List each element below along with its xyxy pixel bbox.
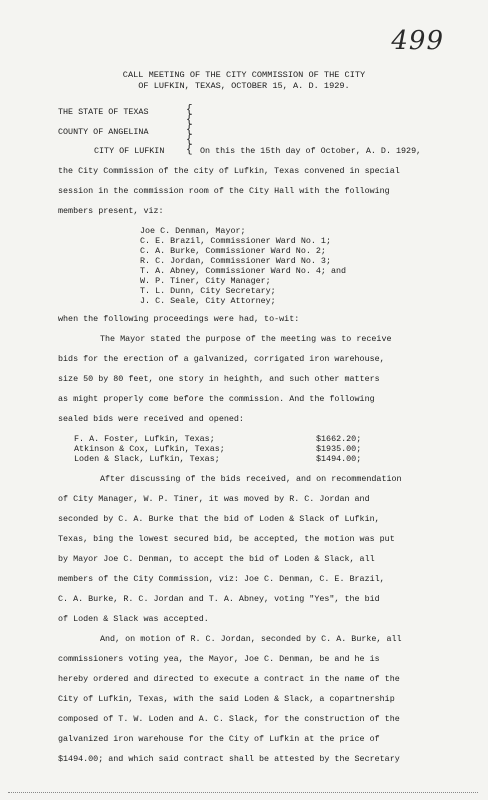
text-line: The Mayor stated the purpose of the meeting was to receive	[100, 334, 392, 344]
bid-name: Atkinson & Cox, Lufkin, Texas;	[74, 444, 225, 454]
text-line: C. A. Burke, R. C. Jordan and T. A. Abney, voting "Yes", the bid	[58, 594, 380, 604]
bid-name: Loden & Slack, Lufkin, Texas;	[74, 454, 220, 464]
text-line: as might properly come before the commission. And the following	[58, 394, 375, 404]
text-line: galvanized iron warehouse for the City of Lufkin at the price of	[58, 734, 380, 744]
bid-name: F. A. Foster, Lufkin, Texas;	[74, 434, 215, 444]
member-line: T. A. Abney, Commissioner Ward No. 4; and	[140, 266, 347, 276]
bid-amount: $1935.00;	[316, 444, 362, 454]
brace-mark: { { { { {	[186, 104, 193, 156]
text-line: hereby ordered and directed to execute a contract in the name of the	[58, 674, 400, 684]
member-line: R. C. Jordan, Commissioner Ward No. 3;	[140, 256, 331, 266]
text-line: of Loden & Slack was accepted.	[58, 614, 209, 624]
text-line: After discussing of the bids received, and on recommendation	[100, 474, 402, 484]
member-line: T. L. Dunn, City Secretary;	[140, 286, 276, 296]
text-line: City of Lufkin, Texas, with the said Loden & Slack, a copartnership	[58, 694, 395, 704]
bottom-edge-line	[8, 792, 478, 794]
text-line: session in the commission room of the City Hall with the following	[58, 186, 390, 196]
text-line: commissioners voting yea, the Mayor, Joe C. Denman, be and he is	[58, 654, 380, 664]
document-title-line-1: CALL MEETING OF THE CITY COMMISSION OF THE CITY	[122, 70, 366, 80]
text-line: members of the City Commission, viz: Joe C. Denman, C. E. Brazil,	[58, 574, 385, 584]
text-line: members present, viz:	[58, 206, 164, 216]
city-label: CITY OF LUFKIN	[94, 146, 165, 156]
bid-amount: $1662.20;	[316, 434, 362, 444]
member-line: C. A. Burke, Commissioner Ward No. 2;	[140, 246, 326, 256]
member-line: W. P. Tiner, City Manager;	[140, 276, 271, 286]
text-line: the City Commission of the city of Lufkin, Texas convened in special	[58, 166, 400, 176]
text-line: by Mayor Joe C. Denman, to accept the bid of Loden & Slack, all	[58, 554, 375, 564]
text-line: when the following proceedings were had, to-wit:	[58, 314, 300, 324]
text-line: size 50 by 80 feet, one story in heighth, and such other matters	[58, 374, 380, 384]
text-line: composed of T. W. Loden and A. C. Slack, for the construction of the	[58, 714, 400, 724]
text-line: of City Manager, W. P. Tiner, it was moved by R. C. Jordan and	[58, 494, 370, 504]
member-line: J. C. Seale, City Attorney;	[140, 296, 276, 306]
state-label: THE STATE OF TEXAS	[58, 107, 149, 117]
text-line: $1494.00; and which said contract shall be attested by the Secretary	[58, 754, 400, 764]
text-line: sealed bids were received and opened:	[58, 414, 244, 424]
text-line: And, on motion of R. C. Jordan, seconded by C. A. Burke, all	[100, 634, 402, 644]
page-number: 499	[391, 26, 444, 56]
text-line: seconded by C. A. Burke that the bid of Loden & Slack of Lufkin,	[58, 514, 380, 524]
text-line: On this the 15th day of October, A. D. 1929,	[200, 146, 422, 156]
text-line: bids for the erection of a galvanized, corrigated iron warehouse,	[58, 354, 385, 364]
member-line: C. E. Brazil, Commissioner Ward No. 1;	[140, 236, 331, 246]
bid-amount: $1494.00;	[316, 454, 362, 464]
text-line: Texas, bing the lowest secured bid, be accepted, the motion was put	[58, 534, 395, 544]
member-line: Joe C. Denman, Mayor;	[140, 226, 246, 236]
document-title-line-2: OF LUFKIN, TEXAS, OCTOBER 15, A. D. 1929.	[138, 81, 350, 91]
county-label: COUNTY OF ANGELINA	[58, 127, 149, 137]
